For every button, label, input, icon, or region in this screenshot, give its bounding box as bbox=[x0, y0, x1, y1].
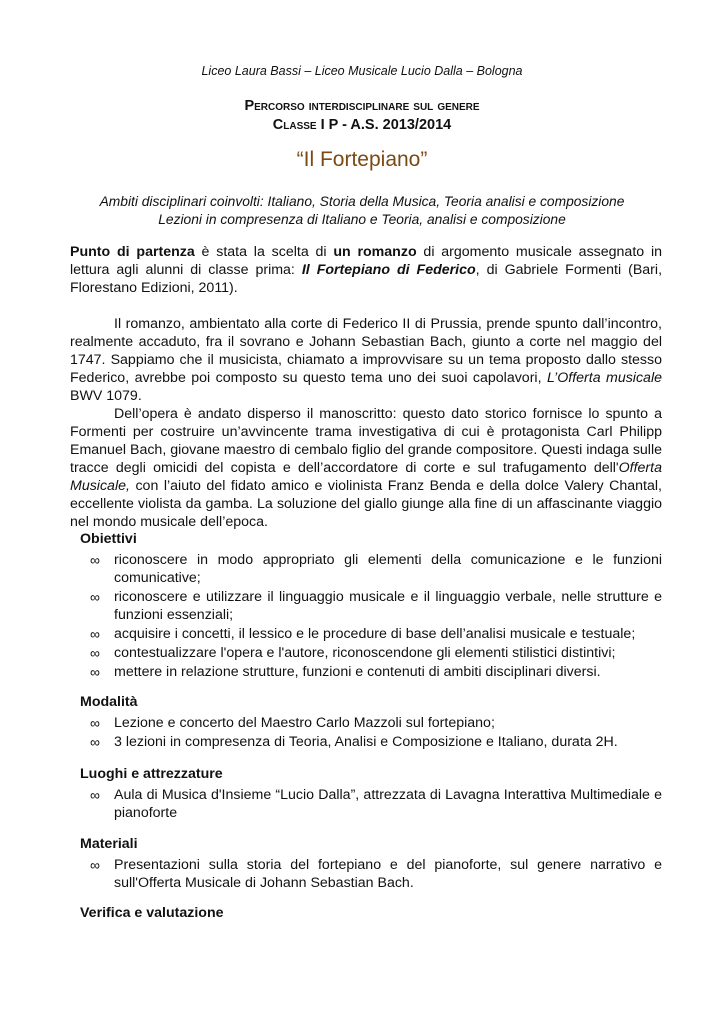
infinity-bullet-icon: ∞ bbox=[90, 626, 100, 642]
starting-point-label: Punto di partenza bbox=[70, 244, 195, 260]
list-item: ∞ Lezione e concerto del Maestro Carlo Mazzoli sul fortepiano; bbox=[90, 715, 495, 731]
section-modalita bbox=[80, 693, 662, 752]
list-item: ∞ riconoscere in modo appropriato gli elementi della comunicazione e le funzioni comunicative; bbox=[90, 552, 662, 586]
p1-text-1: è stata la scelta di bbox=[194, 244, 334, 260]
book-title: Il Fortepiano di Federico bbox=[301, 262, 476, 278]
offerta-title-2: Offerta Musicale, bbox=[70, 460, 662, 494]
document-title: “Il Fortepiano” bbox=[296, 148, 428, 171]
infinity-bullet-icon: ∞ bbox=[90, 734, 100, 750]
list-item: ∞ riconoscere e utilizzare il linguaggio musicale e il linguaggio verbale, nelle strutture e funzioni essenziali; bbox=[90, 589, 662, 623]
intro-paragraph-1 bbox=[70, 243, 662, 297]
list-item: ∞ Aula di Musica d'Insieme “Lucio Dalla”, attrezzata di Lavagna Interattiva Multimediale e pianoforte bbox=[90, 787, 662, 821]
p2-text-2: BWV 1079. bbox=[70, 388, 142, 404]
luoghi-title: Luoghi e attrezzature bbox=[80, 766, 223, 782]
obiettivi-title: Obiettivi bbox=[80, 531, 137, 547]
novel-label: un romanzo bbox=[333, 244, 417, 260]
p1-text-2: di argomento musicale assegnato in lettura agli alunni di classe prima: bbox=[70, 244, 662, 278]
program-heading bbox=[0, 97, 724, 135]
modalita-title: Modalità bbox=[80, 694, 138, 710]
intro-paragraph-3 bbox=[70, 405, 662, 531]
list-item: ∞ contestualizzare l'opera e l'autore, riconoscendone gli elementi stilistici distintivi; bbox=[90, 645, 616, 661]
section-materiali bbox=[80, 835, 662, 893]
infinity-bullet-icon: ∞ bbox=[90, 552, 100, 568]
list-item: ∞ 3 lezioni in compresenza di Teoria, Analisi e Composizione e Italiano, durata 2H. bbox=[90, 734, 618, 750]
subtitle-lessons: Lezioni in compresenza di Italiano e Teoria, analisi e composizione bbox=[158, 212, 566, 227]
intro-paragraph-2 bbox=[70, 315, 662, 531]
list-item: ∞ acquisire i concetti, il lessico e le procedure di base dell’analisi musicale e testuale; bbox=[90, 626, 636, 642]
program-line-1: Percorso interdisciplinare sul genere bbox=[244, 98, 480, 114]
section-verifica bbox=[80, 904, 662, 925]
subtitle-disciplines: Ambiti disciplinari coinvolti: Italiano, Storia della Musica, Teoria analisi e composizione bbox=[99, 194, 625, 209]
program-line-2: Classe I P - A.S. 2013/2014 bbox=[272, 117, 452, 133]
list-item: ∞ mettere in relazione strutture, funzioni e contenuti di ambiti disciplinari diversi. bbox=[90, 664, 601, 680]
p3-text-2: con l’aiuto del fidato amico e violinista Franz Benda e della dolce Valery Chantal, eccellente violista da gamba. La soluzione del giallo giunge alla fine di un affascinante viaggio nel mondo musicale dell’epoca. bbox=[70, 478, 662, 530]
infinity-bullet-icon: ∞ bbox=[90, 787, 100, 803]
infinity-bullet-icon: ∞ bbox=[90, 645, 100, 661]
infinity-bullet-icon: ∞ bbox=[90, 589, 100, 605]
infinity-bullet-icon: ∞ bbox=[90, 857, 100, 873]
p3-text-1: Dell’opera è andato disperso il manoscritto: questo dato storico fornisce lo spunto a Formenti per costruire un’avvincente trama investigativa di cui è protagonista Carl Philipp Emanuel Bach, giovane maestro di cembalo figlio del grande compositore. Questi indaga sulle tracce degli omicidi del copista e dell’accordatore di corte e sul trafugamento dell' bbox=[70, 406, 662, 476]
school-name: Liceo Laura Bassi – Liceo Musicale Lucio Dalla – Bologna bbox=[201, 64, 523, 78]
subtitle-block bbox=[0, 193, 724, 229]
p2-text-1: Il romanzo, ambientato alla corte di Federico II di Prussia, prende spunto dall’incontro, realmente accaduto, fra il sovrano e Johann Sebastian Bach, giunto a corte nel maggio del 1747. Sappiamo che il musicista, chiamato a improvvisare su un tema proposto dallo stesso Federico, avrebbe poi composto su questo tema uno dei suoi capolavori, bbox=[70, 316, 662, 386]
section-obiettivi bbox=[80, 530, 662, 682]
infinity-bullet-icon: ∞ bbox=[90, 664, 100, 680]
section-luoghi bbox=[80, 765, 662, 823]
verifica-title: Verifica e valutazione bbox=[80, 905, 224, 921]
materiali-title: Materiali bbox=[80, 836, 138, 852]
p1-text-3: , di Gabriele Formenti (Bari, Florestano Edizioni, 2011). bbox=[70, 262, 663, 296]
infinity-bullet-icon: ∞ bbox=[90, 715, 100, 731]
offerta-title: L’Offerta musicale bbox=[546, 370, 662, 386]
list-item: ∞ Presentazioni sulla storia del fortepiano e del pianoforte, sul genere narrativo e sull'Offerta Musicale di Johann Sebastian Bach. bbox=[90, 857, 662, 891]
